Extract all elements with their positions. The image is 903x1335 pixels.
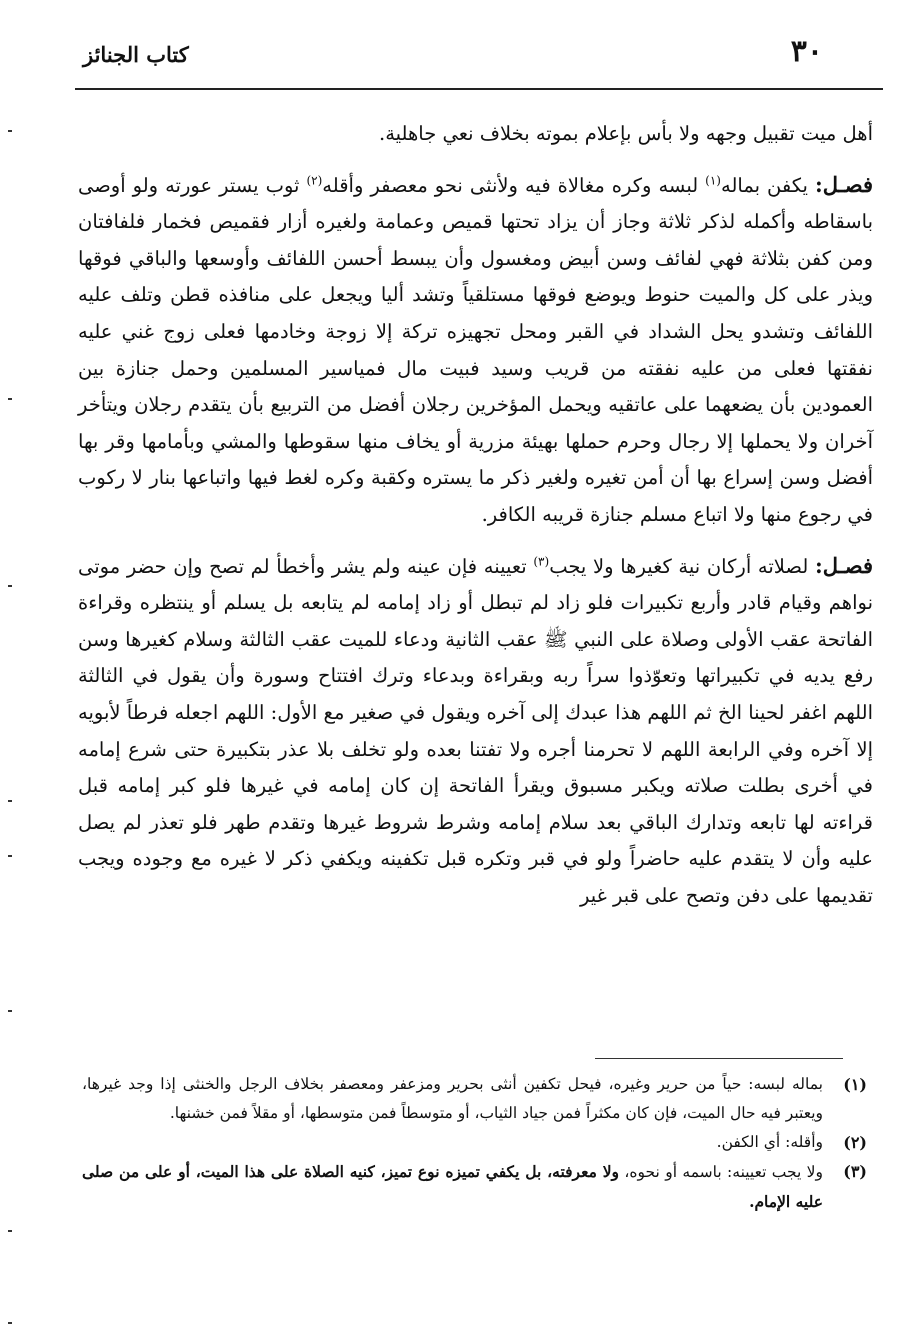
scan-edge-mark bbox=[8, 1230, 12, 1232]
paragraph-shroud-section bbox=[78, 167, 873, 534]
section-label: فصـل: bbox=[814, 552, 874, 578]
footnote-number: (٣) bbox=[843, 1162, 867, 1181]
page-header bbox=[75, 30, 883, 90]
footnote-text bbox=[82, 1157, 823, 1217]
footnote-separator bbox=[595, 1058, 843, 1059]
scan-edge-mark bbox=[8, 398, 12, 400]
page-number: ٣٠ bbox=[790, 34, 823, 69]
footnote-text-normal: ولا يجب تعيينه: باسمه أو نحوه، bbox=[619, 1163, 823, 1181]
paragraph-text: يكفن بماله bbox=[720, 173, 815, 197]
scan-edge-mark bbox=[8, 1010, 12, 1012]
scan-edge-mark bbox=[8, 130, 12, 132]
footnote-3 bbox=[82, 1157, 867, 1217]
scan-edge-mark bbox=[8, 800, 12, 802]
main-text bbox=[78, 116, 873, 914]
footnote-ref-1: (١) bbox=[705, 173, 721, 188]
section-label: فصـل: bbox=[814, 171, 874, 197]
paragraph-prayer-section bbox=[78, 548, 873, 915]
footnotes bbox=[82, 1070, 867, 1217]
footnote-number: (١) bbox=[843, 1075, 867, 1094]
footnote-text: بماله لبسه: حياً من حرير وغيره، فيحل تكفين أنثى بحرير ومزعفر ومعصفر بخلاف الرجل والخنثى إذا وجد غيرها، ويعتبر فيه حال الميت، فإن كان مكثراً فمن جياد الثياب، أو متوسطاً فمن متوسطها، أو مقلاً فمن خشنها. bbox=[82, 1075, 823, 1122]
footnote-ref-2: (٢) bbox=[306, 173, 323, 188]
scan-edge-mark bbox=[8, 585, 12, 587]
footnote-2 bbox=[82, 1128, 867, 1157]
footnote-text: وأقله: أي الكفن. bbox=[716, 1133, 823, 1151]
footnote-text-bold: ولا معرفته، بل يكفي تميزه نوع تميز، كنيه الصلاة على هذا الميت، أو على من صلى عليه الإمام. bbox=[82, 1162, 823, 1211]
footnote-ref-3: (٣) bbox=[533, 554, 550, 569]
scan-edge-mark bbox=[8, 855, 12, 857]
footnote-1 bbox=[82, 1070, 867, 1128]
paragraph-text: لصلاته أركان نية كغيرها ولا يجب bbox=[549, 554, 815, 578]
header-rule bbox=[75, 88, 883, 90]
scan-edge-mark bbox=[8, 1322, 12, 1324]
paragraph-continuation: أهل ميت تقبيل وجهه ولا بأس بإعلام بموته بخلاف نعي جاهلية. bbox=[379, 122, 873, 145]
paragraph-text: ثوب يستر عورته ولو أوصى باسقاطه وأكمله لذكر ثلاثة وجاز أن يزاد تحتها قميص وعمامة ولغيره أزار فقميص فخمار فلفافتان ومن كفن بثلاثة فهي لفائف وسن أبيض ومغسول وأن يبسط أحسن اللفائف وأوسعها والباقي فوقها ويذر على كل والميت حنوط ويوضع فوقها مستلقياً وتشد أليا ويجعل على منافذه قطن وتلف عليه اللفائف وتشدو يحل الشداد في القبر ومحل تجهيزه تركة إلا زوجة وخادمها فعلى زوج غني عليه نفقتها فعلى من عليه نفقته من قريب وسيد فبيت مال فمياسير المسلمين وحمل جنازة بين العمودين بأن يضعهما على عاتقيه ويحمل المؤخرين رجلان أفضل من التربيع بأن يتقدم رجلان ويتأخر آخران ولا يحملها إلا رجال وحرم حملها بهيئة مزرية أو يخاف منها سقوطها والمشي وبأمامها وقر بها أفضل وسن إسراع بها أن أمن تغيره ولغير ذكر ما يستره وكقبة وكره لغط فيها واتباعها بنار لا ركوب في رجوع منها ولا اتباع مسلم جنازة قريبه الكافر. bbox=[78, 173, 873, 526]
running-title: كتاب الجنائز bbox=[83, 42, 189, 67]
footnote-number: (٢) bbox=[843, 1133, 867, 1152]
paragraph-text: لبسه وكره مغالاة فيه ولأنثى نحو معصفر وأقله bbox=[322, 173, 706, 197]
paragraph-text: تعيينه فإن عينه ولم يشر وأخطأ لم تصح وإن حضر موتى نواهم وقيام قادر وأربع تكبيرات فلو زاد لم تبطل أو زاد إمامه لم يتابعه بل يسلم أو ينتظره وقراءة الفاتحة عقب الأولى وصلاة على النبي ﷺ عقب الثانية ودعاء للميت عقب الثالثة وسلام كغيرها وسن رفع يديه في تكبيراتها وتعوّذوا سراً ربه وبقراءة وبدعاء وترك افتتاح وسورة وأن يقول في الثالثة اللهم اغفر لحينا الخ ثم اللهم هذا عبدك إلى آخره ويقول في صغير مع الأول: اللهم اجعله فرطاً لأبويه إلا آخره وفي الرابعة اللهم لا تحرمنا أجره ولا تفتنا بعده ولو تخلف بلا عذر بتكبيرة حتى شرع إمامه في أخرى بطلت صلاته ويكبر مسبوق ويقرأ الفاتحة إن كان إمامه في غيرها فلو كبر إمامه قبل قراءته لها تابعه وتدارك الباقي بعد سلام إمامه وشرط شروط غيرها وتقدم طهر فلو تعذر لم يصل عليه وأن لا يتقدم عليه حاضراً ولو في قبر وتكره قبل تكفينه ويكفي ذكر لا غيره مع وجوده ويجب تقديمها على دفن وتصح على قبر غير bbox=[78, 554, 873, 907]
